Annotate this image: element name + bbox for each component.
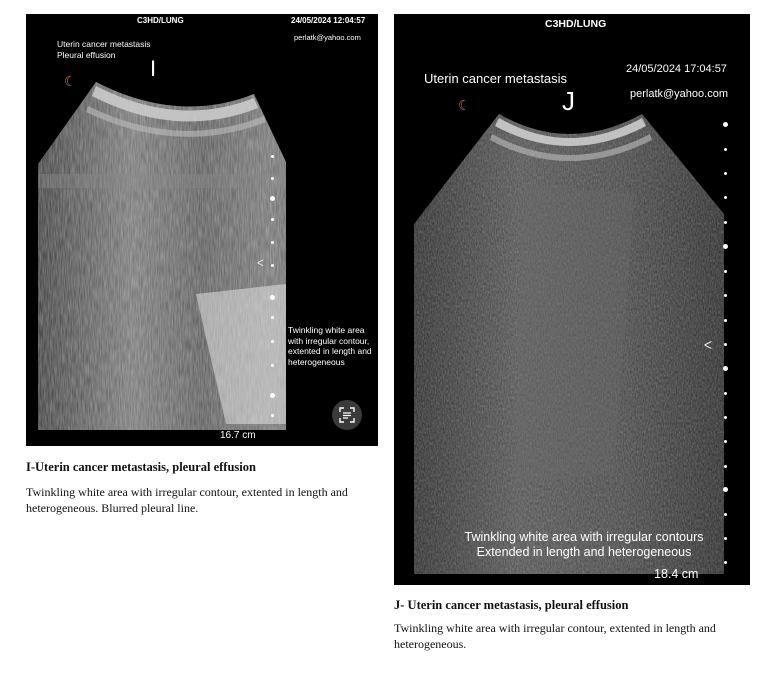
- depth-label: 16.7 cm: [220, 430, 256, 441]
- depth-tick: [270, 196, 275, 201]
- depth-tick: [271, 414, 274, 417]
- depth-tick: [724, 319, 727, 322]
- depth-tick: [724, 440, 727, 443]
- depth-tick: [271, 155, 274, 158]
- header-label: C3HD/LUNG: [137, 16, 184, 25]
- depth-tick: [271, 316, 274, 319]
- header-label: C3HD/LUNG: [545, 18, 607, 30]
- caption-title-i: I-Uterin cancer metastasis, pleural effusion: [26, 460, 256, 474]
- depth-tick: [271, 218, 274, 221]
- caption-text-i-line-2: heterogeneous. Blurred pleural line.: [26, 501, 199, 515]
- caption-text-j-line-1: Twinkling white area with irregular contour, extented in length and: [394, 621, 716, 635]
- datetime-label: 24/05/2024 12:04:57: [291, 16, 366, 25]
- figure-letter: J: [562, 86, 575, 116]
- depth-tick: [724, 561, 727, 564]
- focus-marker-icon: ᐸ: [257, 258, 264, 268]
- depth-tick: [724, 392, 727, 395]
- datetime-label: 24/05/2024 17:04:57: [626, 63, 727, 75]
- email-label: perlatk@yahoo.com: [294, 33, 361, 42]
- depth-tick: [724, 343, 727, 346]
- depth-tick: [724, 294, 727, 297]
- document-scan-icon: [339, 407, 355, 423]
- depth-tick: [723, 244, 728, 249]
- depth-tick: [724, 465, 727, 468]
- diagnosis-label: Uterin cancer metastasis: [424, 71, 568, 86]
- depth-tick: [270, 393, 275, 398]
- annotation-text: Twinkling white area with irregular contour, extented in length and heterogeneous: [288, 325, 372, 367]
- depth-tick: [724, 172, 727, 175]
- annotation-line-1: Twinkling white area with irregular contours: [464, 530, 704, 544]
- depth-tick: [723, 122, 728, 127]
- depth-tick: [724, 196, 727, 199]
- depth-tick: [271, 241, 274, 244]
- depth-tick: [723, 366, 728, 371]
- depth-tick: [271, 177, 274, 180]
- depth-tick: [271, 264, 274, 267]
- document-scan-button[interactable]: [332, 400, 362, 430]
- figure-letter: I: [150, 56, 157, 81]
- ultrasound-image-i: [26, 14, 378, 446]
- annotation-line-2: Extended in length and heterogeneous: [476, 545, 692, 559]
- caption-text-i-line-1: Twinkling white area with irregular contour, extented in length and: [26, 485, 348, 499]
- depth-tick: [724, 270, 727, 273]
- depth-tick: [724, 416, 727, 419]
- ultrasound-scan-i: [26, 14, 378, 446]
- focus-marker-icon: ᐸ: [704, 340, 713, 352]
- diagnosis-line-2: Pleural effusion: [57, 50, 116, 60]
- ultrasound-image-j: [394, 14, 750, 585]
- diagnosis-line-1: Uterin cancer metastasis: [57, 39, 151, 49]
- caption-title-j: J- Uterin cancer metastasis, pleural effusion: [394, 598, 629, 612]
- logo-icon: ☾: [458, 98, 471, 114]
- depth-tick: [724, 221, 727, 224]
- depth-label: 18.4 cm: [654, 567, 699, 581]
- caption-text-j-line-2: heterogeneous.: [394, 637, 467, 651]
- depth-tick: [724, 148, 727, 151]
- logo-icon: ☾: [64, 74, 77, 90]
- depth-tick: [271, 364, 274, 367]
- email-label: perlatk@yahoo.com: [630, 88, 728, 100]
- depth-tick: [271, 340, 274, 343]
- depth-tick: [723, 487, 728, 492]
- depth-tick: [270, 295, 275, 300]
- depth-tick: [724, 537, 727, 540]
- depth-tick: [724, 513, 727, 516]
